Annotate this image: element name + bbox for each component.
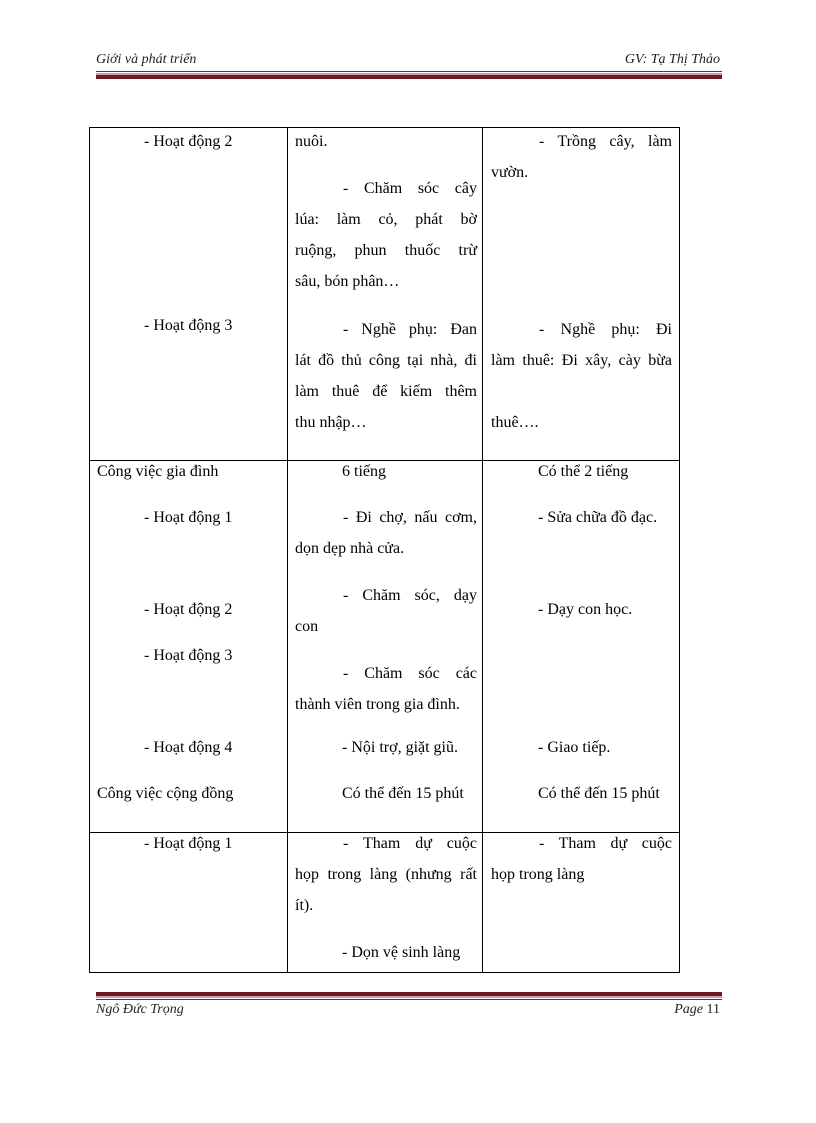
table-cell-text: dọn dẹp nhà cửa.	[295, 540, 405, 557]
table-cell-text: - Trồng cây, làm	[539, 133, 672, 150]
table-cell-text: họp trong làng	[491, 866, 585, 883]
footer-page-number	[674, 1002, 720, 1018]
footer-divider	[96, 992, 722, 1001]
table-cell-text: vườn.	[491, 164, 529, 181]
table-cell-text: làm thuê để kiếm thêm	[295, 383, 477, 400]
table-cell-text: con	[295, 618, 319, 635]
table-cell-text: làm thuê: Đi xây, cày bừa	[491, 352, 672, 369]
table-cell-label: - Hoạt động 1	[144, 835, 233, 852]
table-cell-text: - Đi chợ, nấu cơm,	[343, 509, 477, 526]
table-cell-text: họp trong làng (nhưng rất	[295, 866, 477, 883]
activity-table	[89, 127, 680, 973]
table-cell-text: thu nhập…	[295, 414, 367, 431]
header-divider	[96, 71, 722, 80]
table-cell-text: - Dọn vệ sinh làng	[342, 944, 461, 961]
table-cell-text: - Nghề phụ: Đi	[539, 321, 672, 338]
table-cell-text: - Giao tiếp.	[538, 739, 611, 756]
table-cell-text: sâu, bón phân…	[295, 273, 400, 290]
table-cell-text: - Nội trợ, giặt giũ.	[342, 739, 458, 756]
page-label: Page	[674, 1002, 704, 1017]
table-cell-text: - Chăm sóc các	[343, 665, 477, 682]
table-cell-text: - Tham dự cuộc	[539, 835, 672, 852]
table-cell-text: - Chăm sóc, dạy	[343, 587, 477, 604]
table-cell-text: Có thể 2 tiếng	[538, 463, 629, 480]
table-cell-text: - Sửa chữa đồ đạc.	[538, 509, 658, 526]
table-cell-text: - Chăm sóc cây	[343, 180, 477, 197]
table-cell-text: lúa: làm cỏ, phát bờ	[295, 211, 477, 228]
table-cell-label: - Hoạt động 1	[144, 509, 233, 526]
table-cell-text: - Nghề phụ: Đan	[343, 321, 477, 338]
table-cell-text: - Dạy con học.	[538, 601, 633, 618]
footer-author: Ngô Đức Trọng	[96, 1002, 184, 1017]
table-cell-text: thành viên trong gia đình.	[295, 696, 460, 713]
table-cell-label: - Hoạt động 2	[144, 601, 233, 618]
table-cell-label: Công việc cộng đồng	[97, 785, 234, 802]
table-cell-label: - Hoạt động 2	[144, 133, 233, 150]
table-cell-text: lát đồ thủ công tại nhà, đi	[295, 352, 477, 369]
column-divider	[482, 128, 483, 972]
row-divider	[90, 460, 679, 461]
table-cell-label: Công việc gia đình	[97, 463, 219, 480]
table-cell-label: - Hoạt động 3	[144, 317, 233, 334]
row-divider	[90, 832, 679, 833]
header-document-title: Giới và phát triển	[96, 52, 197, 67]
column-divider	[287, 128, 288, 972]
table-cell-text: thuê….	[491, 414, 539, 431]
header-teacher-name: GV: Tạ Thị Thảo	[624, 52, 720, 67]
table-cell-text: nuôi.	[295, 133, 328, 150]
table-cell-text: - Tham dự cuộc	[343, 835, 477, 852]
table-cell-label: - Hoạt động 3	[144, 647, 233, 664]
table-cell-label: - Hoạt động 4	[144, 739, 233, 756]
table-cell-text: Có thể đến 15 phút	[538, 785, 660, 802]
table-cell-text: Có thể đến 15 phút	[342, 785, 464, 802]
table-cell-text: 6 tiếng	[342, 463, 386, 480]
table-cell-text: ít).	[295, 897, 314, 914]
page-number: 11	[706, 1002, 720, 1017]
table-cell-text: ruộng, phun thuốc trừ	[295, 242, 477, 259]
